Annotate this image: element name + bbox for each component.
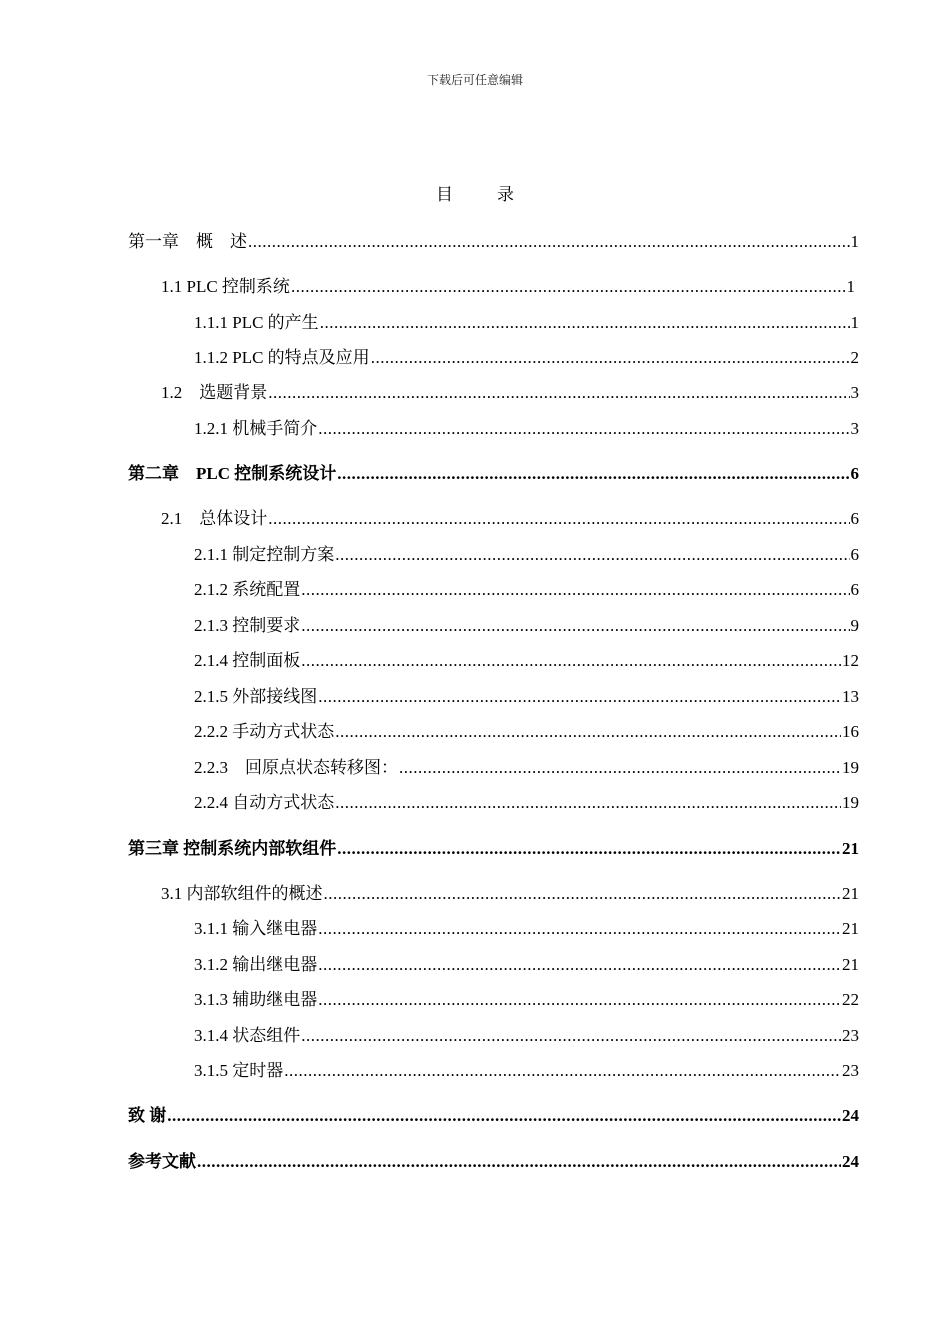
toc-leader <box>337 838 841 860</box>
toc-entry-label: 2.1.5 外部接线图 <box>194 687 318 706</box>
toc-leader <box>337 463 849 485</box>
toc-entry-label: 3.1.3 辅助继电器 <box>194 990 318 1009</box>
toc-entry-label: 3.1.4 状态组件 <box>194 1026 301 1045</box>
toc-entry[interactable] <box>194 989 859 1011</box>
toc-leader <box>318 989 841 1011</box>
toc-entry[interactable] <box>194 418 859 440</box>
toc-leader <box>284 1060 841 1082</box>
toc-entry-page: 6 <box>850 509 859 528</box>
toc-entry-page: 16 <box>842 722 859 741</box>
toc-entry-page: 6 <box>850 580 859 599</box>
toc-entry-page: 23 <box>842 1061 859 1080</box>
toc-leader <box>371 347 850 369</box>
toc-leader <box>167 1105 841 1127</box>
toc-leader <box>301 615 849 637</box>
toc-leader <box>318 954 841 976</box>
toc-entry-label: 3.1.2 输出继电器 <box>194 955 318 974</box>
toc-entry-page: 24 <box>842 1106 859 1125</box>
toc-entry-page: 2 <box>850 348 859 367</box>
toc-entry-page: 21 <box>842 919 859 938</box>
toc-entry[interactable] <box>194 1060 859 1082</box>
toc-entry[interactable] <box>161 508 859 530</box>
toc-entry-page: 24 <box>842 1152 859 1171</box>
toc-entry-label: 2.2.2 手动方式状态 <box>194 722 335 741</box>
toc-entry-page: 6 <box>850 464 859 483</box>
toc-leader <box>301 650 841 672</box>
toc-entry[interactable] <box>128 463 859 485</box>
toc-leader <box>335 721 841 743</box>
toc-entry-page: 23 <box>842 1026 859 1045</box>
toc-entry-label: 2.1.4 控制面板 <box>194 651 301 670</box>
toc-entry-page: 13 <box>842 687 859 706</box>
toc-leader <box>324 883 842 905</box>
header-note: 下载后可任意编辑 <box>426 73 523 87</box>
toc-entry-page: 12 <box>842 651 859 670</box>
toc-entry-page: 6 <box>850 545 859 564</box>
toc-entry[interactable] <box>194 650 859 672</box>
toc-entry-label: 第二章 PLC 控制系统设计 <box>128 464 337 483</box>
toc-entry[interactable] <box>161 276 855 298</box>
toc-entry-label: 2.1.3 控制要求 <box>194 616 301 635</box>
toc-leader <box>301 579 849 601</box>
toc-entry[interactable] <box>194 579 859 601</box>
toc-entry-label: 2.1.2 系统配置 <box>194 580 301 599</box>
toc-entry-label: 3.1.5 定时器 <box>194 1061 284 1080</box>
toc-leader <box>318 686 841 708</box>
toc-entry-label: 2.2.3 回原点状态转移图： <box>194 758 398 777</box>
toc-leader <box>320 312 850 334</box>
toc-leader <box>248 231 850 253</box>
toc-entry-label: 3.1.1 输入继电器 <box>194 919 318 938</box>
toc-entry[interactable] <box>194 792 859 814</box>
toc-leader <box>335 544 849 566</box>
toc-entry-label: 1.2 选题背景 <box>161 383 268 402</box>
toc-entry[interactable] <box>128 231 859 253</box>
toc-leader <box>335 792 841 814</box>
toc-leader <box>318 918 841 940</box>
toc-entry[interactable] <box>194 347 859 369</box>
toc-entry-label: 1.1 PLC 控制系统 <box>161 277 290 296</box>
toc-title-char-1: 目 <box>436 185 453 204</box>
toc-entry[interactable] <box>161 883 859 905</box>
toc-entry[interactable] <box>194 312 859 334</box>
toc-entry[interactable] <box>194 544 859 566</box>
toc-leader <box>399 757 841 779</box>
toc-entry-page: 1 <box>850 313 859 332</box>
toc-leader <box>318 418 849 440</box>
toc-entry-page: 21 <box>842 884 859 903</box>
toc-entry-page: 22 <box>842 990 859 1009</box>
toc-leader <box>197 1151 841 1173</box>
toc-entry-page: 21 <box>842 839 859 858</box>
toc-entry[interactable] <box>128 1105 859 1127</box>
toc-entry-label: 参考文献 <box>128 1152 196 1171</box>
toc-entry[interactable] <box>194 721 859 743</box>
toc-entry[interactable] <box>128 1151 859 1173</box>
toc-entry[interactable] <box>194 918 859 940</box>
toc-leader <box>268 382 849 404</box>
toc-entry-page: 1 <box>850 232 859 251</box>
toc-title <box>0 180 950 205</box>
toc-entry-page: 9 <box>850 616 859 635</box>
toc-entry[interactable] <box>194 686 859 708</box>
toc-entry-page: 19 <box>842 758 859 777</box>
toc-entry-label: 2.2.4 自动方式状态 <box>194 793 335 812</box>
toc-entry-label: 2.1 总体设计 <box>161 509 268 528</box>
toc-entry[interactable] <box>194 757 859 779</box>
toc-entry-page: 19 <box>842 793 859 812</box>
toc-entry-page: 3 <box>850 419 859 438</box>
toc-entry-label: 第三章 控制系统内部软组件 <box>128 839 337 858</box>
toc-entry-label: 3.1 内部软组件的概述 <box>161 884 323 903</box>
toc-leader <box>291 276 846 298</box>
toc-title-char-2: 录 <box>497 185 514 204</box>
toc-leader <box>268 508 849 530</box>
toc-entry[interactable] <box>128 838 859 860</box>
toc-entry[interactable] <box>194 1025 859 1047</box>
toc-entry-page: 21 <box>842 955 859 974</box>
toc-entry-page: 3 <box>850 383 859 402</box>
toc-entry[interactable] <box>194 615 859 637</box>
toc-leader <box>301 1025 841 1047</box>
toc-entry-label: 1.1.1 PLC 的产生 <box>194 313 319 332</box>
toc-entry-label: 第一章 概 述 <box>128 232 247 251</box>
toc-entry-label: 致 谢 <box>128 1106 167 1125</box>
toc-entry-label: 1.1.2 PLC 的特点及应用 <box>194 348 370 367</box>
toc-entry[interactable] <box>161 382 859 404</box>
toc-entry[interactable] <box>194 954 859 976</box>
toc-entry-label: 2.1.1 制定控制方案 <box>194 545 335 564</box>
toc-entry-page: 1 <box>846 277 855 296</box>
toc-entry-label: 1.2.1 机械手简介 <box>194 419 318 438</box>
